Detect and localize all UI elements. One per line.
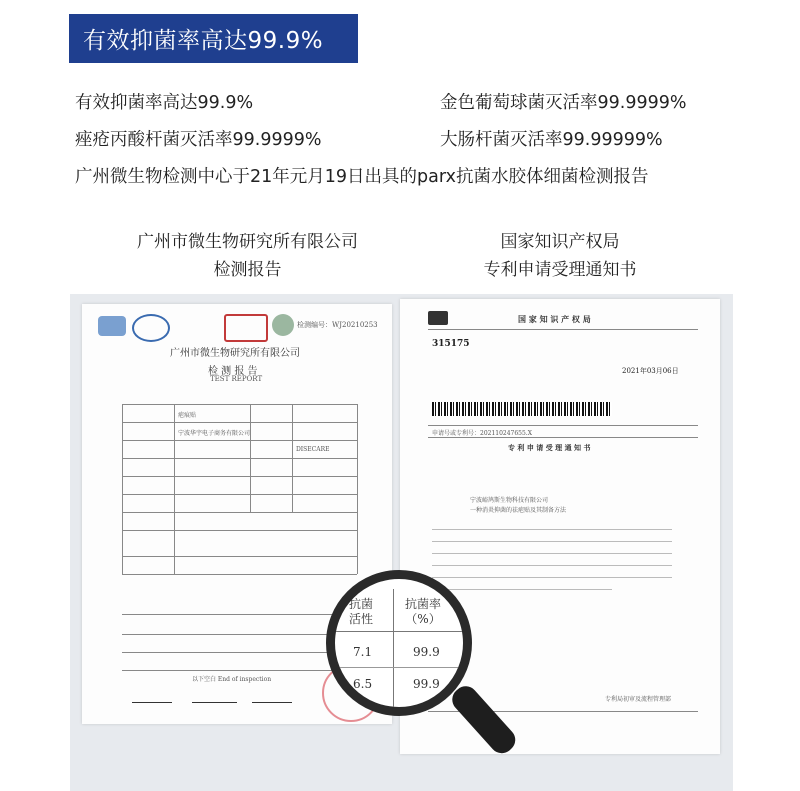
cnas-logo (132, 314, 170, 342)
table-border-left (122, 404, 123, 574)
right-source-doc: 专利申请受理通知书 (483, 260, 637, 280)
results-rule (122, 614, 357, 615)
cnipa-logo (428, 311, 448, 325)
table-rule (122, 422, 357, 423)
left-source-org: 广州市微生物研究所有限公司 (137, 232, 358, 252)
claim-acne-bacteria-rate: 痤疮丙酸杆菌灭活率99.9999% (75, 130, 322, 150)
notice-postcode: 315175 (432, 339, 470, 349)
antibacterial-activity-header: 抗菌 活性 (349, 597, 374, 626)
notice-text-line (432, 529, 672, 530)
notice-applicant: 宁波峪鸠斯生物科技有限公司 (470, 497, 549, 504)
claim-ecoli-rate: 大肠杆菌灭活率99.99999% (440, 130, 663, 150)
table-rule (122, 556, 357, 557)
magnified-results (335, 579, 463, 707)
notice-text-line (432, 565, 672, 566)
notice-text-line (432, 577, 672, 578)
table-border-top (122, 404, 357, 405)
table-rule (122, 476, 357, 477)
signature-checker (192, 702, 237, 703)
table-col-rule (393, 589, 394, 707)
results-rule (122, 652, 357, 653)
notice-issuer: 专利局初审及流程管理部 (605, 696, 672, 703)
notice-app-number: 申请号或专利号：202110247655.X (432, 430, 532, 437)
table-rule (122, 494, 357, 495)
signature-editor (132, 702, 172, 703)
left-source-label (110, 228, 385, 284)
antibacterial-rate-header: 抗菌率 （%） (405, 597, 442, 626)
table-rule (122, 530, 357, 531)
table-rule (122, 440, 357, 441)
magnifier-lens (326, 570, 472, 716)
table-rule (122, 458, 357, 459)
table-rule (122, 512, 357, 513)
notice-text-line (432, 553, 672, 554)
table-col-rule (292, 404, 293, 512)
notice-doc-title: 专 利 申 请 受 理 通 知 书 (508, 443, 591, 452)
claim-staphylococcus-rate: 金色葡萄球菌灭活率99.9999% (440, 93, 687, 113)
notice-rule (428, 437, 698, 438)
table-rule (335, 631, 463, 632)
documents-panel (70, 294, 733, 791)
left-source-doc: 检测报告 (213, 260, 282, 280)
notice-rule (428, 329, 698, 330)
cma-logo (224, 314, 268, 342)
notice-invention-title: 一种消炎抑菌的祛疤贴及其制备方法 (470, 507, 567, 514)
signature-approver (252, 702, 292, 703)
table-col-rule (174, 404, 175, 574)
report-company: 广州市微生物研究所有限公司 (170, 348, 300, 359)
notice-rule (428, 425, 698, 426)
results-rule (122, 670, 357, 671)
table-col-rule (250, 404, 251, 512)
end-of-inspection-note: 以下空白 End of inspection (192, 676, 272, 683)
notice-barcode (432, 402, 612, 416)
report-title: 检 测 报 告 (208, 366, 258, 377)
table-rule (122, 574, 357, 575)
report-title-en: TEST REPORT (210, 375, 263, 383)
claim-overall-rate: 有效抑菌率高达99.9% (75, 93, 254, 113)
rate-value: 99.9 (413, 645, 440, 659)
results-rule (122, 634, 357, 635)
notice-office-name: 国 家 知 识 产 权 局 (518, 314, 591, 324)
report-number: 检测编号：WJ20210253 (297, 321, 378, 329)
ilac-logo (98, 316, 126, 336)
applicant-value: 宁波华宇电子商务有限公司 (178, 430, 251, 437)
right-source-org: 国家知识产权局 (500, 232, 620, 252)
cert-seal-icon (272, 314, 294, 336)
notice-date: 2021年03月06日 (622, 367, 679, 375)
sample-name-value: 疤痕贴 (178, 412, 197, 419)
section-title: 有效抑菌率高达99.9% (83, 28, 324, 54)
section-title-banner (69, 14, 358, 63)
table-border-right (357, 404, 358, 574)
right-source-label (460, 228, 660, 284)
activity-value: 6.5 (353, 677, 373, 691)
claim-report-source: 广州微生物检测中心于21年元月19日出具的parx抗菌水胶体细菌检测报告 (75, 167, 649, 187)
notice-text-line (432, 541, 672, 542)
rate-value: 99.9 (413, 677, 440, 691)
brand-value: DISECARE (296, 446, 330, 453)
table-rule (335, 667, 463, 668)
activity-value: 7.1 (353, 645, 373, 659)
